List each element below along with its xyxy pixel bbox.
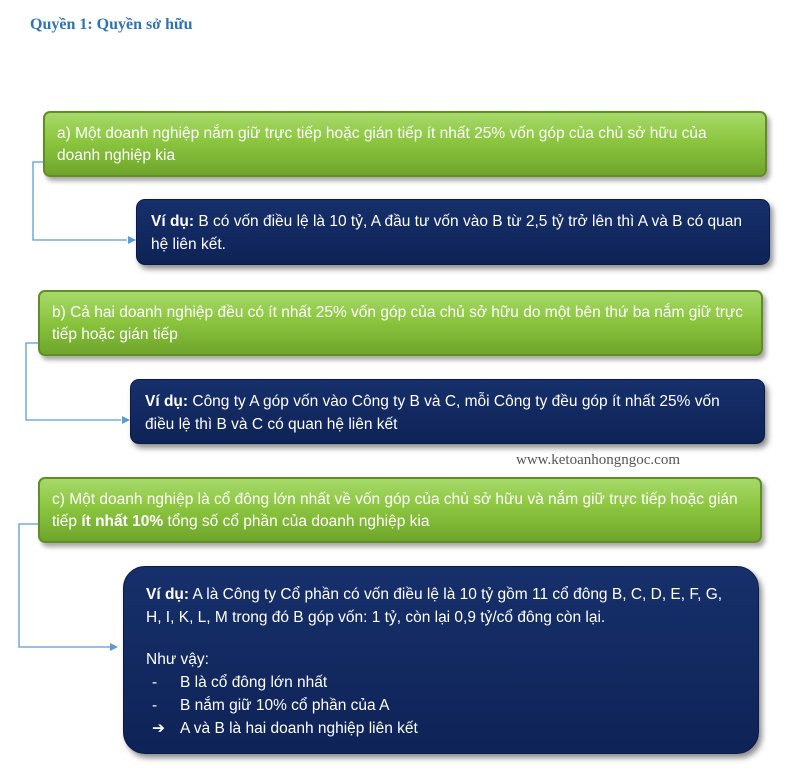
arrowhead-b <box>122 416 130 424</box>
list-item <box>146 694 736 717</box>
list-item <box>146 717 736 740</box>
watermark: www.ketoanhongngoc.com <box>516 452 680 468</box>
rule-text-a: a) Một doanh nghiệp nắm giữ trực tiếp hoặc gián tiếp ít nhất 25% vốn góp của chủ sở hữu của doanh nghiệp kia <box>57 125 707 164</box>
rule-text-c-part1: c) Một doanh nghiệp là cổ đông lớn nhất về vốn góp của chủ sở hữu và nắm giữ trực tiếp hoặc gián tiếp <box>52 491 738 530</box>
rule-box-b <box>38 290 763 356</box>
arrowhead-c <box>110 643 118 651</box>
example-text-c: A là Công ty Cổ phần có vốn điều lệ là 10 tỷ gồm 11 cổ đông B, C, D, E, F, G, H, I, K, L, M trong đó B góp vốn: 1 tỷ, còn lại 0,9 tỷ/cổ đông còn lại. <box>146 586 723 626</box>
conclusion-intro: Như vậy: <box>146 651 209 668</box>
example-text-a: B có vốn điều lệ là 10 tỷ, A đầu tư vốn vào B từ 2,5 tỷ trở lên thì A và B có quan hệ liên kết. <box>151 213 742 253</box>
bullet-mark: - <box>152 674 158 691</box>
example-text-b: Công ty A góp vốn vào Công ty B và C, mỗi Công ty đều góp ít nhất 25% vốn điều lệ thì B và C có quan hệ liên kết <box>145 393 720 433</box>
bullet-text: B là cổ đông lớn nhất <box>180 674 328 691</box>
rule-box-c <box>38 477 762 543</box>
list-item <box>146 671 736 694</box>
example-label-c: Ví dụ: <box>146 586 190 603</box>
rule-text-c-bold: ít nhất 10% <box>81 513 164 530</box>
bullet-text: B nắm giữ 10% cổ phần của A <box>180 697 390 714</box>
rule-text-c-part2: tổng số cổ phần của doanh nghiệp kia <box>163 513 430 530</box>
rule-text-b: b) Cả hai doanh nghiệp đều có ít nhất 25% vốn góp của chủ sở hữu do một bên thứ ba nắm giữ trực tiếp hoặc gián tiếp <box>52 304 744 343</box>
arrow-right-icon: ➔ <box>152 720 165 737</box>
rule-box-a <box>43 111 767 177</box>
example-label-a: Ví dụ: <box>151 213 195 230</box>
arrowhead-a <box>128 236 136 244</box>
bullet-text: A và B là hai doanh nghiệp liên kết <box>180 720 418 737</box>
example-label-b: Ví dụ: <box>145 393 189 410</box>
example-box-c <box>123 566 759 754</box>
example-box-a <box>136 199 770 265</box>
example-box-b <box>130 379 765 444</box>
page-title: Quyền 1: Quyền sở hữu <box>30 16 193 33</box>
bullet-mark: - <box>152 697 158 714</box>
example-paragraph-c <box>146 583 736 629</box>
